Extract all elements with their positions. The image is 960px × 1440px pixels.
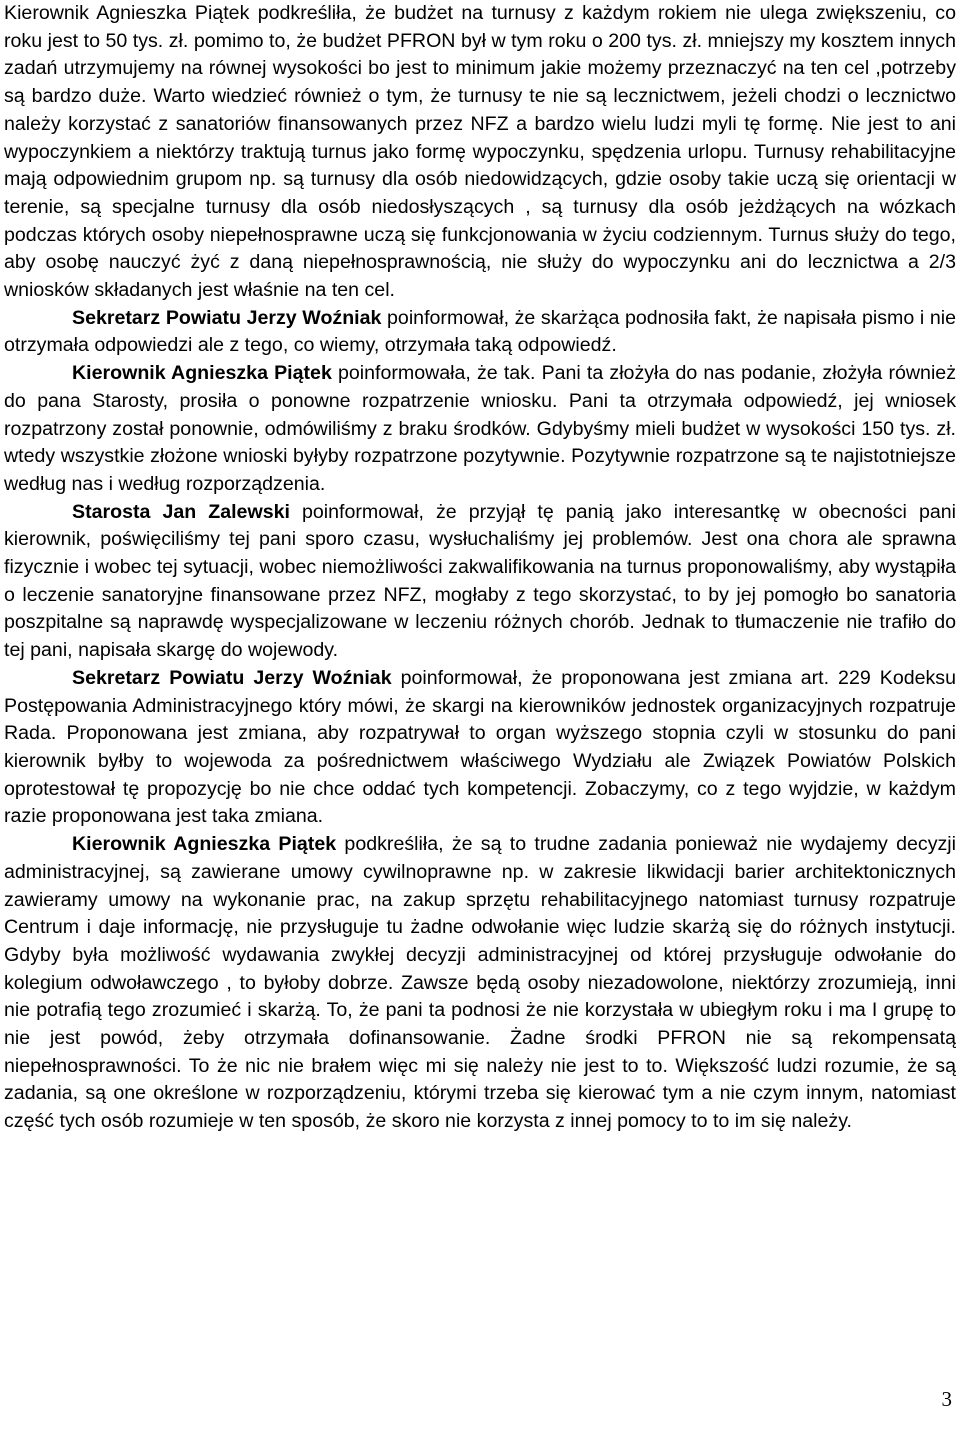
speaker-name: Sekretarz Powiatu Jerzy Woźniak [72,306,382,329]
paragraph-5 [4,665,956,831]
paragraph-6-text: podkreśliła, że są to trudne zadania ponieważ nie wydajemy decyzji administracyjnej, są zawierane umowy cywilnoprawne np. w zakresie likwidacji barier architektonicznych zawieramy umowy na wykonanie prac, na zakup sprzętu rehabilitacyjnego natomiast turnusy rozpatruje Centrum i daje informację, nie przysługuje tu żadne odwołanie więc ludzie skarżą się do różnych instytucji. Gdyby była możliwość wydawania zwykłej decyzji administracyjnej od której przysługuje odwołanie do kolegium odwoławczego , to byłoby dobrze. Zawsze będą osoby niezadowolone, niektórzy zrozumieją, inni nie potrafią tego zrozumieć i skarżą. To, że pani ta podnosi że nie korzystała w ubiegłym roku i ma I grupę to nie jest powód, żeby otrzymała dofinansowanie. Żadne środki PFRON nie są rekompensatą niepełnosprawności. To że nic nie brałem więc mi się należy nie jest to to. Większość ludzi rozumie, że są zadania, są one określone w rozporządzeniu, którymi trzeba się kierować tym a nie czym innym, natomiast część tych osób rozumieje w ten sposób, że skoro nie korzysta z innej pomocy to to im się należy. [4,833,956,1133]
speaker-name: Kierownik Agnieszka Piątek [72,833,337,856]
paragraph-1 [4,0,956,305]
paragraph-3-text: poinformowała, że tak. Pani ta złożyła do nas podanie, złożyła również do pana Starosty, prosiła o ponowne rozpatrzenie wniosku. Pani ta otrzymała odpowiedź, jej wniosek rozpatrzony został ponownie, odmówiliśmy z braku środków. Gdybyśmy mieli budżet w wysokości 150 tys. zł. wtedy wszystkie złożone wnioski byłyby rozpatrzone pozytywnie. Pozytywnie rozpatrzone są te najistotniejsze według nas i według rozporządzenia. [4,362,956,495]
paragraph-4 [4,499,956,665]
speaker-name: Starosta Jan Zalewski [72,500,290,523]
paragraph-5-text: poinformował, że proponowana jest zmiana art. 229 Kodeksu Postępowania Administracyjnego który mówi, że skargi na kierowników jednostek organizacyjnych rozpatruje Rada. Proponowana jest zmiana, aby rozpatrywał to organ wyższego stopnia czyli w stosunku do pani kierownik byłby to wojewoda za pośrednictwem właściwego Wydziału ale Związek Powiatów Polskich oprotestował tę propozycję bo nie chce oddać tych kompetencji. Zobaczymy, co z tego wyjdzie, w każdym razie proponowana jest taka zmiana. [4,666,957,828]
paragraph-1-text: Kierownik Agnieszka Piątek podkreśliła, że budżet na turnusy z każdym rokiem nie ulega zwiększeniu, co roku jest to 50 tys. zł. pomimo to, że budżet PFRON był w tym roku o 200 tys. zł. mniejszy my kosztem innych zadań utrzymujemy na równej wysokości bo jest to minimum jakie możemy przeznaczyć na ten cel ,potrzeby są bardzo duże. Warto wiedzieć również o tym, że turnusy te nie są lecznictwem, jeżeli chodzi o lecznictwo należy korzystać z sanatoriów finansowanych przez NFZ a bardzo wielu ludzi myli tę formę. Nie jest to ani wypoczynkiem a niektórzy traktują turnus jako formę wypoczynku, spędzenia urlopu. Turnusy rehabilitacyjne mają odpowiednim grupom np. są turnusy dla osób niedowidzących, gdzie osoby takie uczą się orientacji w terenie, są specjalne turnusy dla osób niedosłyszących , są turnusy dla osób jeżdżących na wózkach podczas których osoby niepełnosprawne uczą się funkcjonowania w życiu codziennym. Turnus służy do tego, aby osobę nauczyć żyć z daną niepełnosprawnością, nie służy do wypoczynku ani do lecznictwa a 2/3 wniosków składanych jest właśnie na ten cel. [4,2,956,302]
paragraph-2-text: poinformował, że skarżąca podnosiła fakt, że napisała pismo i nie otrzymała odpowiedzi ale z tego, co wiemy, otrzymała taką odpowiedź. [4,306,956,357]
document-page [4,0,956,1440]
page-number: 3 [941,1387,952,1411]
speaker-name: Sekretarz Powiatu Jerzy Woźniak [72,666,392,689]
paragraph-6 [4,831,956,1136]
paragraph-3 [4,360,956,499]
speaker-name: Kierownik Agnieszka Piątek [72,362,332,385]
paragraph-2 [4,305,956,360]
paragraph-4-text: poinformował, że przyjął tę panią jako interesantkę w obecności pani kierownik, poświęciliśmy tej pani sporo czasu, wysłuchaliśmy jej problemów. Jest ona chora ale sprawna fizycznie i wobec tej sytuacji, wobec niemożliwości zakwalifikowania na turnus proponowaliśmy, aby wystąpiła o leczenie sanatoryjne finansowane przez NFZ, mogłaby z tego skorzystać, to by jej pomogło bo sanatoria poszpitalne są naprawdę wyspecjalizowane w leczeniu różnych chorób. Jednak to tłumaczenie nie trafiło do tej pani, napisała skargę do wojewody. [4,500,956,662]
